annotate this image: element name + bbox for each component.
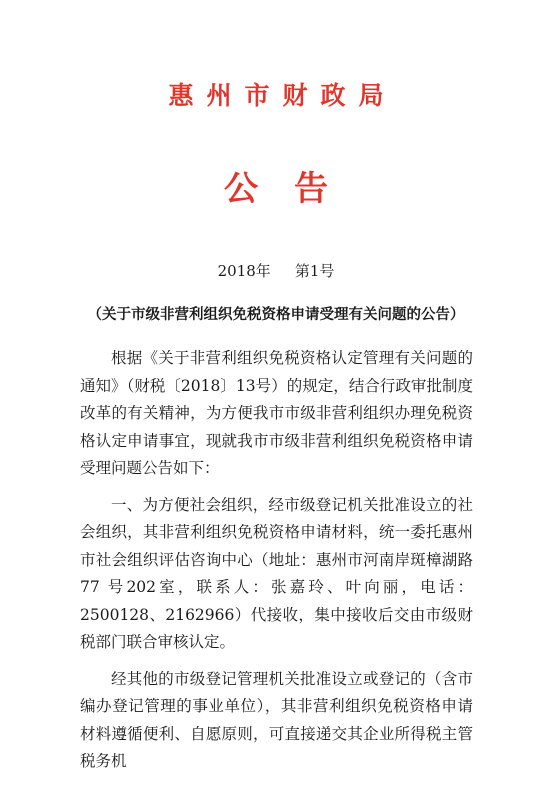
notice-subject: （关于市级非营利组织免税资格申请受理有关问题的公告）	[87, 306, 465, 323]
body-paragraph: 经其他的市级登记管理机关批准设立或登记的（含市编办登记管理的事业单位），其非营利组织免税资格申请材料遵循便利、自愿原则，可直接递交其企业所得税主管税务机	[80, 669, 473, 770]
notice-title: 公告	[224, 169, 364, 209]
org-name-heading: 惠州市财政局	[168, 81, 397, 110]
notice-body	[80, 345, 473, 785]
document-year: 2018年	[217, 262, 271, 280]
document-serial: 第1号	[294, 262, 335, 280]
body-paragraph: 一、为方便社会组织，经市级登记机关批准设立的社会组织，其非营利组织免税资格申请材料，统一委托惠州市社会组织评估咨询中心（地址：惠州市河南岸斑樟湖路 77 号202室，联系人：张嘉玲、叶向丽，电话：2500128、2162966）代接收，集中接收后交由市级财税部门联合审核认定。	[80, 495, 473, 651]
body-paragraph: 根据《关于非营利组织免税资格认定管理有关问题的通知》（财税〔2018〕13号）的规定，结合行政审批制度改革的有关精神，为方便我市市级非营利组织办理免税资格认定申请事宜，现就我市市级非营利组织免税资格申请受理问题公告如下：	[80, 349, 473, 477]
document-number	[0, 260, 552, 281]
